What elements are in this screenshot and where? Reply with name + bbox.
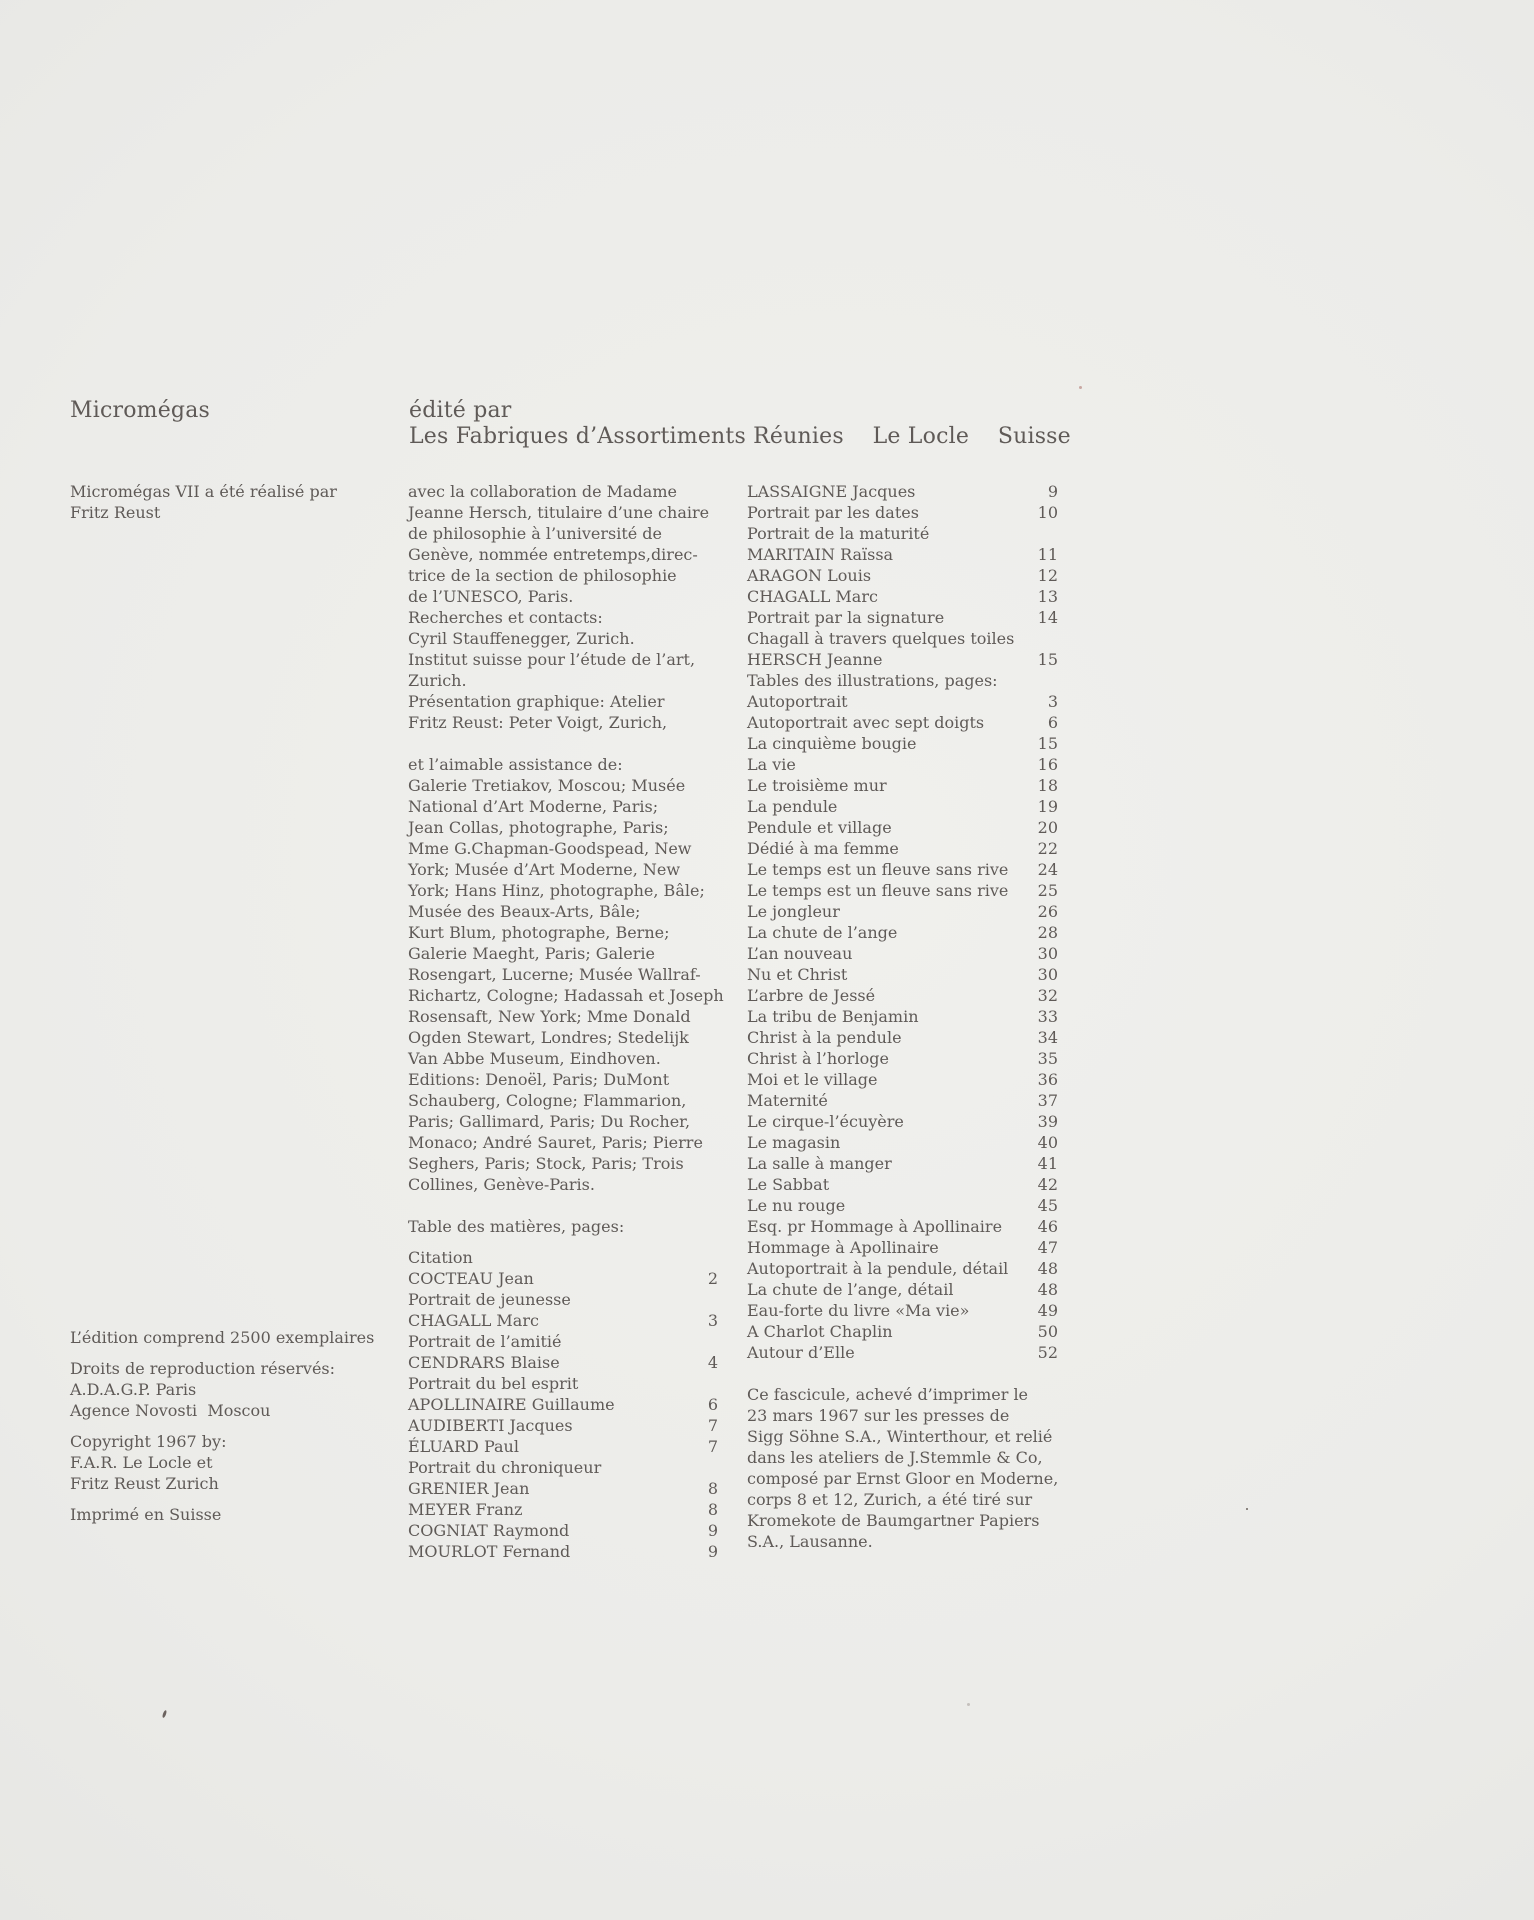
illustration-row [747, 1279, 1058, 1300]
illustration-label: Autour d’Elle [747, 1343, 855, 1362]
toc-row [747, 586, 1058, 607]
illustration-page: 46 [1037, 1217, 1058, 1236]
toc-page: 3 [707, 1311, 718, 1330]
toc-page: 7 [707, 1416, 718, 1435]
illustration-label: Eau-forte du livre «Ma vie» [747, 1301, 970, 1320]
illustration-page: 35 [1037, 1049, 1058, 1068]
illustration-page: 45 [1037, 1196, 1058, 1215]
colophon-line: composé par Ernst Gloor en Moderne, [747, 1469, 1059, 1488]
toc-row [408, 1310, 718, 1331]
toc-page [1024, 628, 1058, 649]
rights-line: Agence Novosti Moscou [70, 1401, 271, 1420]
toc-page [684, 1457, 718, 1478]
illustration-page: 6 [1047, 713, 1058, 732]
illustration-page: 18 [1037, 776, 1058, 795]
collab-line: Cyril Stauffenegger, Zurich. [408, 629, 635, 648]
illustration-row [747, 817, 1058, 838]
toc-label: MARITAIN Raïssa [747, 545, 894, 564]
illustration-page: 19 [1037, 797, 1058, 816]
assistance-block [408, 754, 724, 1195]
illustration-row [747, 943, 1058, 964]
toc-row [408, 1478, 718, 1499]
toc-row [747, 565, 1058, 586]
paper-speck [967, 1703, 970, 1706]
rights-block [70, 1358, 390, 1421]
toc-page: 8 [707, 1500, 718, 1519]
illustration-row [747, 901, 1058, 922]
toc-label: ARAGON Louis [747, 566, 872, 585]
toc-label: CHAGALL Marc [408, 1311, 539, 1330]
toc-label: Portrait de la maturité [747, 524, 930, 543]
illustration-page: 20 [1037, 818, 1058, 837]
illustration-page: 25 [1037, 881, 1058, 900]
collab-line: Fritz Reust: Peter Voigt, Zurich, [408, 713, 668, 732]
toc-row [747, 523, 1058, 544]
assist-line: York; Hans Hinz, photographe, Bâle; [408, 881, 705, 900]
illustration-row [747, 1111, 1058, 1132]
illustration-page: 30 [1037, 965, 1058, 984]
toc-label: Portrait du chroniqueur [408, 1458, 602, 1477]
toc-page: 13 [1037, 587, 1058, 606]
illustration-label: Le magasin [747, 1133, 841, 1152]
toc-row [408, 1289, 718, 1310]
assist-line: Musée des Beaux-Arts, Bâle; [408, 902, 641, 921]
colophon-line: Kromekote de Baumgartner Papiers [747, 1511, 1040, 1530]
toc-label: CENDRARS Blaise [408, 1353, 560, 1372]
colophon-block [747, 1384, 1058, 1552]
toc-row [408, 1331, 718, 1352]
toc-label: AUDIBERTI Jacques [408, 1416, 573, 1435]
toc-row [408, 1541, 718, 1562]
illustration-label: Autoportrait à la pendule, détail [747, 1259, 1009, 1278]
illustration-page: 28 [1037, 923, 1058, 942]
illustration-label: A Charlot Chaplin [747, 1322, 893, 1341]
publisher-header [409, 398, 1071, 450]
illustration-label: Le temps est un fleuve sans rive [747, 881, 1009, 900]
toc-page: 8 [707, 1479, 718, 1498]
rights-line: A.D.A.G.P. Paris [70, 1380, 197, 1399]
illustration-row [747, 880, 1058, 901]
toc-page: 2 [707, 1269, 718, 1288]
illustration-label: La cinquième bougie [747, 734, 917, 753]
colophon-line: Ce fascicule, achevé d’imprimer le [747, 1385, 1029, 1404]
toc-row [408, 1373, 718, 1394]
illustration-page: 30 [1037, 944, 1058, 963]
toc-row [408, 1352, 718, 1373]
assist-line: Van Abbe Museum, Eindhoven. [408, 1049, 661, 1068]
series-title [70, 398, 210, 424]
collab-line: de philosophie à l’université de [408, 524, 663, 543]
toc-continued-list [747, 481, 1058, 670]
illustration-page: 16 [1037, 755, 1058, 774]
assist-line: Richartz, Cologne; Hadassah et Joseph [408, 986, 724, 1005]
toc-title: Table des matières, pages: [408, 1217, 625, 1236]
assist-line: et l’aimable assistance de: [408, 755, 623, 774]
illustration-label: Le jongleur [747, 902, 840, 921]
illustration-row [747, 1153, 1058, 1174]
toc-page: 6 [707, 1395, 718, 1414]
illustration-row [747, 1174, 1058, 1195]
middle-column [408, 481, 724, 1562]
assist-line: Rosensaft, New York; Mme Donald [408, 1007, 691, 1026]
paper-speck [162, 1710, 168, 1719]
colophon-line: corps 8 et 12, Zurich, a été tiré sur [747, 1490, 1033, 1509]
illustration-page: 3 [1047, 692, 1058, 711]
credits-block [70, 481, 390, 523]
illustration-label: Esq. pr Hommage à Apollinaire [747, 1217, 1003, 1236]
illustration-label: Moi et le village [747, 1070, 878, 1089]
colophon-line: Sigg Söhne S.A., Winterthour, et relié [747, 1427, 1053, 1446]
collaboration-block [408, 481, 718, 733]
illustration-row [747, 1090, 1058, 1111]
toc-row [747, 649, 1058, 670]
toc-page [684, 1247, 718, 1268]
illustration-page: 37 [1037, 1091, 1058, 1110]
assist-line: Ogden Stewart, Londres; Stedelijk [408, 1028, 689, 1047]
toc-label: COCTEAU Jean [408, 1269, 534, 1288]
illustration-row [747, 922, 1058, 943]
toc-label: APOLLINAIRE Guillaume [408, 1395, 615, 1414]
toc-row [408, 1394, 718, 1415]
illustration-label: Autoportrait [747, 692, 848, 711]
toc-page: 9 [1047, 482, 1058, 501]
illustration-row [747, 1195, 1058, 1216]
toc-row [408, 1268, 718, 1289]
illustration-label: Maternité [747, 1091, 828, 1110]
assist-line: Schauberg, Cologne; Flammarion, [408, 1091, 687, 1110]
illustration-page: 47 [1037, 1238, 1058, 1257]
toc-page [684, 1331, 718, 1352]
illustration-page: 42 [1037, 1175, 1058, 1194]
toc-label: MEYER Franz [408, 1500, 523, 1519]
assist-line: Jean Collas, photographe, Paris; [408, 818, 669, 837]
edition-note: L’édition comprend 2500 exemplaires [70, 1328, 375, 1347]
illustration-label: L’an nouveau [747, 944, 853, 963]
toc-page: 9 [707, 1521, 718, 1540]
illustration-page: 40 [1037, 1133, 1058, 1152]
illustration-row [747, 1300, 1058, 1321]
rights-line: Droits de reproduction réservés: [70, 1359, 336, 1378]
collab-line: de l’UNESCO, Paris. [408, 587, 574, 606]
illustration-row [747, 859, 1058, 880]
toc-page: 15 [1037, 650, 1058, 669]
illustration-label: Nu et Christ [747, 965, 848, 984]
illustration-label: La tribu de Benjamin [747, 1007, 919, 1026]
illustration-row [747, 1237, 1058, 1258]
collab-line: Jeanne Hersch, titulaire d’une chaire [408, 503, 710, 522]
assist-line: Editions: Denoël, Paris; DuMont [408, 1070, 670, 1089]
illustration-label: Christ à la pendule [747, 1028, 902, 1047]
illustration-row [747, 838, 1058, 859]
toc-row [747, 607, 1058, 628]
illustration-label: Christ à l’horloge [747, 1049, 889, 1068]
illustration-label: La salle à manger [747, 1154, 892, 1173]
illustration-row [747, 1216, 1058, 1237]
toc-page: 10 [1037, 503, 1058, 522]
illustration-row [747, 1048, 1058, 1069]
illustration-label: L’arbre de Jessé [747, 986, 876, 1005]
toc-page [1024, 523, 1058, 544]
illustration-row [747, 775, 1058, 796]
colophon-line: dans les ateliers de J.Stemmle & Co, [747, 1448, 1043, 1467]
toc-row [408, 1415, 718, 1436]
assist-line: York; Musée d’Art Moderne, New [408, 860, 681, 879]
toc-page [684, 1289, 718, 1310]
toc-row [747, 502, 1058, 523]
left-column [70, 481, 390, 523]
assist-line: National d’Art Moderne, Paris; [408, 797, 659, 816]
assist-line: Monaco; André Sauret, Paris; Pierre [408, 1133, 703, 1152]
assist-line: Mme G.Chapman-Goodspead, New [408, 839, 692, 858]
toc-label: Portrait de l’amitié [408, 1332, 562, 1351]
illustration-row [747, 712, 1058, 733]
toc-row [747, 544, 1058, 565]
illustration-page: 34 [1037, 1028, 1058, 1047]
illustration-row [747, 1027, 1058, 1048]
assist-line: Galerie Maeght, Paris; Galerie [408, 944, 655, 963]
collab-line: Recherches et contacts: [408, 608, 603, 627]
toc-label: CHAGALL Marc [747, 587, 878, 606]
paper-speck [1246, 1508, 1248, 1510]
illustration-label: Autoportrait avec sept doigts [747, 713, 985, 732]
illustration-page: 24 [1037, 860, 1058, 879]
illustration-row [747, 754, 1058, 775]
illustration-label: Le temps est un fleuve sans rive [747, 860, 1009, 879]
illustration-label: Pendule et village [747, 818, 892, 837]
toc-page: 7 [707, 1437, 718, 1456]
left-column-bottom [70, 1327, 390, 1525]
toc-row [408, 1520, 718, 1541]
illustration-row [747, 985, 1058, 1006]
illustration-page: 36 [1037, 1070, 1058, 1089]
illustration-row [747, 1258, 1058, 1279]
toc-row [747, 481, 1058, 502]
illustration-row [747, 1006, 1058, 1027]
collab-line: Genève, nommée entretemps,direc- [408, 545, 698, 564]
illustration-page: 48 [1037, 1280, 1058, 1299]
assist-line: Kurt Blum, photographe, Berne; [408, 923, 670, 942]
illustration-row [747, 796, 1058, 817]
copyright-line: Fritz Reust Zurich [70, 1474, 219, 1493]
toc-label: Citation [408, 1248, 473, 1267]
illustration-page: 22 [1037, 839, 1058, 858]
illustration-page: 15 [1037, 734, 1058, 753]
collab-line: Zurich. [408, 671, 467, 690]
printed-in: Imprimé en Suisse [70, 1505, 222, 1524]
collab-line: trice de la section de philosophie [408, 566, 677, 585]
toc-label: Portrait de jeunesse [408, 1290, 571, 1309]
right-column [747, 481, 1058, 1552]
toc-label: GRENIER Jean [408, 1479, 530, 1498]
assist-line: Rosengart, Lucerne; Musée Wallraf- [408, 965, 701, 984]
publisher-line-2: Les Fabriques d’Assortiments Réunies Le Locle Suisse [409, 424, 1071, 449]
illustration-page: 52 [1037, 1343, 1058, 1362]
illustration-label: Le Sabbat [747, 1175, 830, 1194]
illustration-page: 49 [1037, 1301, 1058, 1320]
collab-line: avec la collaboration de Madame [408, 482, 677, 501]
toc-row [408, 1247, 718, 1268]
illustration-page: 32 [1037, 986, 1058, 1005]
toc-label: Portrait par les dates [747, 503, 919, 522]
colophon-line: S.A., Lausanne. [747, 1532, 873, 1551]
illustration-label: Le nu rouge [747, 1196, 846, 1215]
toc-page: 11 [1037, 545, 1058, 564]
toc-page [684, 1373, 718, 1394]
copyright-block [70, 1431, 390, 1494]
toc-label: HERSCH Jeanne [747, 650, 883, 669]
toc-row [747, 628, 1058, 649]
illustration-label: La vie [747, 755, 796, 774]
illustration-label: La chute de l’ange [747, 923, 898, 942]
toc-page: 4 [707, 1353, 718, 1372]
illustrations-list [747, 691, 1058, 1363]
assist-line: Galerie Tretiakov, Moscou; Musée [408, 776, 686, 795]
illustration-label: Le troisième mur [747, 776, 887, 795]
toc-page: 14 [1037, 608, 1058, 627]
collab-line: Institut suisse pour l’étude de l’art, [408, 650, 696, 669]
illustration-page: 33 [1037, 1007, 1058, 1026]
illustration-page: 41 [1037, 1154, 1058, 1173]
collab-line: Présentation graphique: Atelier [408, 692, 665, 711]
assist-line: Paris; Gallimard, Paris; Du Rocher, [408, 1112, 691, 1131]
toc-page: 9 [707, 1542, 718, 1561]
illustration-row [747, 964, 1058, 985]
toc-label: Chagall à travers quelques toiles [747, 629, 1015, 648]
copyright-line: Copyright 1967 by: [70, 1432, 227, 1451]
illustration-label: La chute de l’ange, détail [747, 1280, 954, 1299]
toc-row [408, 1499, 718, 1520]
illustration-label: La pendule [747, 797, 838, 816]
illustration-page: 26 [1037, 902, 1058, 921]
toc-row [408, 1436, 718, 1457]
series-title-text: Micromégas [70, 398, 211, 423]
illustration-page: 50 [1037, 1322, 1058, 1341]
illustration-label: Dédié à ma femme [747, 839, 899, 858]
illustration-page: 39 [1037, 1112, 1058, 1131]
paper-speck [1079, 386, 1082, 389]
illustration-row [747, 691, 1058, 712]
toc-label: COGNIAT Raymond [408, 1521, 570, 1540]
toc-page: 12 [1037, 566, 1058, 585]
toc-label: MOURLOT Fernand [408, 1542, 571, 1561]
toc-label: LASSAIGNE Jacques [747, 482, 916, 501]
illustration-row [747, 733, 1058, 754]
copyright-line: F.A.R. Le Locle et [70, 1453, 213, 1472]
illustration-row [747, 1132, 1058, 1153]
illustration-label: Le cirque-l’écuyère [747, 1112, 904, 1131]
toc-list [408, 1247, 718, 1562]
toc-label: ÉLUARD Paul [408, 1437, 519, 1456]
assist-line: Seghers, Paris; Stock, Paris; Trois [408, 1154, 684, 1173]
colophon-line: 23 mars 1967 sur les presses de [747, 1406, 1010, 1425]
illustration-label: Hommage à Apollinaire [747, 1238, 939, 1257]
credit-line: Micromégas VII a été réalisé par [70, 482, 337, 501]
illustration-page: 48 [1037, 1259, 1058, 1278]
toc-row [408, 1457, 718, 1478]
illustration-row [747, 1321, 1058, 1342]
assist-line: Collines, Genève-Paris. [408, 1175, 595, 1194]
credit-line: Fritz Reust [70, 503, 161, 522]
illustrations-title: Tables des illustrations, pages: [747, 671, 998, 690]
publisher-line-1: édité par [409, 398, 512, 423]
toc-label: Portrait du bel esprit [408, 1374, 579, 1393]
toc-label: Portrait par la signature [747, 608, 945, 627]
illustration-row [747, 1342, 1058, 1363]
illustration-row [747, 1069, 1058, 1090]
